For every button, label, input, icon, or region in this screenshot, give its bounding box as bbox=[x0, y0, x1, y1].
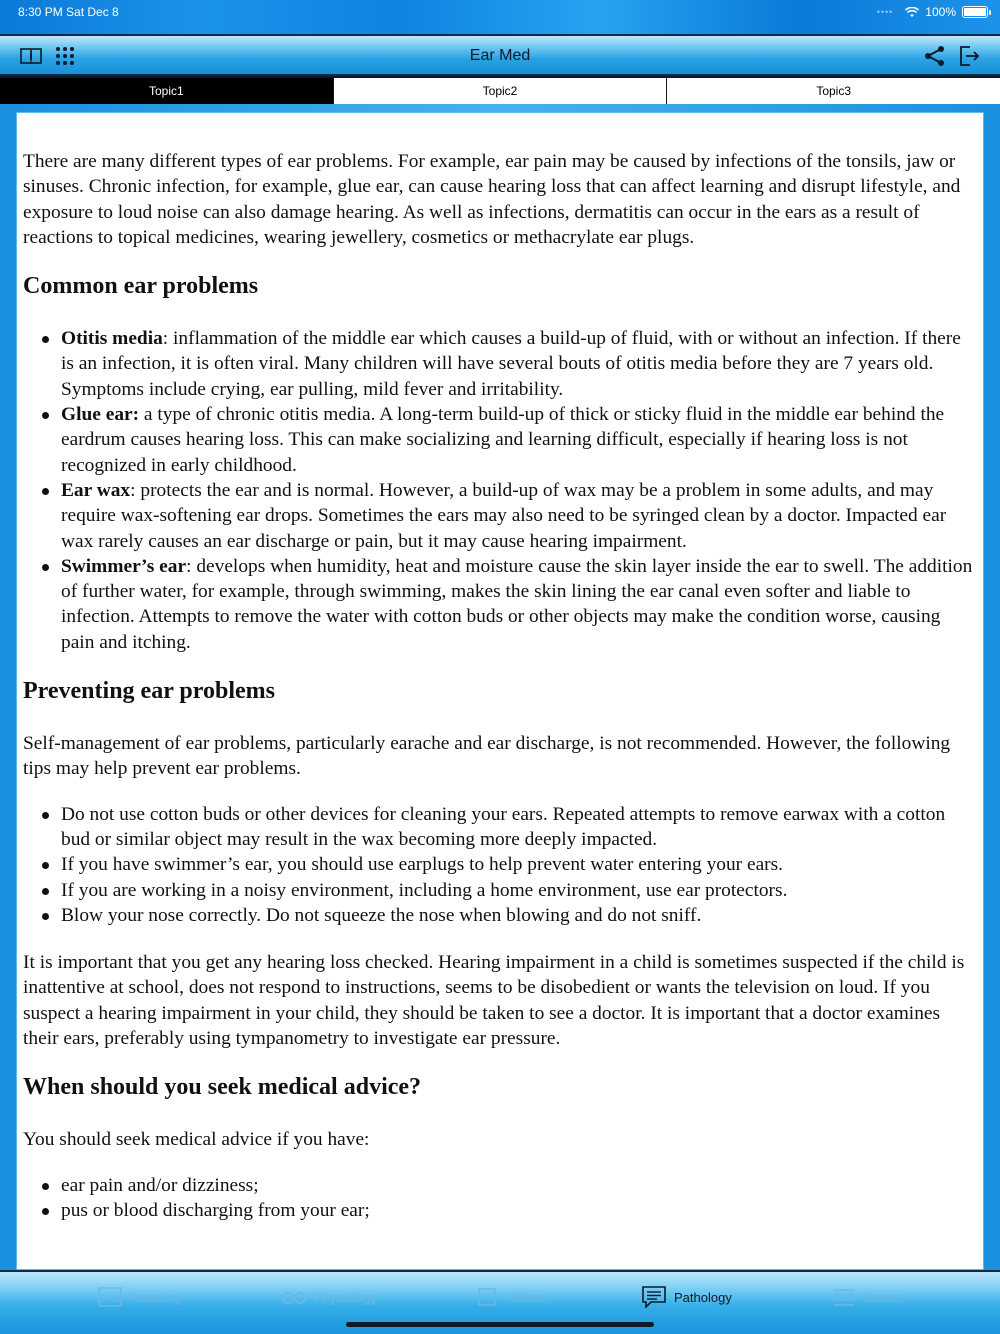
battery-percent: 100% bbox=[925, 5, 956, 19]
list-item-term: Ear wax bbox=[61, 479, 131, 501]
bottom-tab-label: Physiology bbox=[314, 1289, 377, 1305]
bottom-tab-label: Anatomy bbox=[130, 1289, 182, 1305]
intro-paragraph: There are many different types of ear problems. For example, ear pain may be caused by infections of the tonsils, jaw or sinuses. Chronic infection, for example, glue ear, can cause hearing loss that can affect learning and disrupt lifestyle, and exposure to loud noise can also damage hearing. As well as infections, dermatitis can occur in the ears as a result of reactions to topical medicines, wearing jewellery, cosmetics or methacrylate ear plugs. bbox=[23, 151, 961, 248]
list-item: If you are working in a noisy environment, including a home environment, use ear protectors. bbox=[61, 878, 977, 903]
list-item-term: Swimmer’s ear bbox=[61, 555, 187, 577]
list-item: Do not use cotton buds or other devices for cleaning your ears. Repeated attempts to remove earwax with a cotton bud or similar object may result in the wax becoming more deeply impacted. bbox=[61, 802, 977, 853]
tab-topic2[interactable]: Topic2 bbox=[333, 78, 667, 104]
advice-intro: You should seek medical advice if you have: bbox=[23, 1129, 370, 1151]
bottom-tab-cases[interactable] bbox=[832, 1286, 901, 1308]
list-item bbox=[61, 478, 977, 554]
list-item-text: : inflammation of the middle ear which causes a build-up of fluid, with or without an infection. If there is an infection, it is often viral. Many children will have several bouts of otitis media before they are 7 years old. Symptoms include crying, ear pulling, mild fever and irritability. bbox=[61, 328, 961, 400]
wifi-icon bbox=[905, 7, 919, 18]
list-item bbox=[61, 402, 977, 478]
list-item-text: : protects the ear and is normal. However, a build-up of wax may be a problem in some adults, and may require wax-softening ear drops. Sometimes the ears may also need to be syringed clean by a doctor. Impacted ear wax rarely causes an ear discharge or pain, but it may cause hearing impairment. bbox=[61, 479, 947, 552]
list-item-term: Otitis media bbox=[61, 328, 163, 350]
bottom-tab-physiology[interactable] bbox=[282, 1286, 377, 1308]
common-problems-list bbox=[23, 326, 977, 655]
article-content[interactable] bbox=[16, 112, 984, 1270]
list-item-text: : develops when humidity, heat and moisture cause the skin layer inside the ear to swell. The addition of further water, for example, through swimming, makes the skin lining the ear canal even softer and liable to infection. Attempts to remove the water with cotton buds or other objects may make the condition worse, causing pain and itching. bbox=[61, 555, 973, 653]
list-item: ear pain and/or dizziness; bbox=[61, 1173, 977, 1198]
heading-prevent: Preventing ear problems bbox=[23, 678, 275, 705]
list-item bbox=[61, 326, 977, 402]
status-bar bbox=[0, 0, 1000, 34]
nav-bar bbox=[0, 34, 1000, 76]
battery-icon bbox=[962, 6, 988, 18]
image-icon bbox=[98, 1286, 122, 1308]
battery-level bbox=[964, 8, 986, 16]
bottom-tab-label: Videos bbox=[508, 1289, 548, 1305]
dots-icon: •••• bbox=[876, 7, 894, 17]
heading-common: Common ear problems bbox=[23, 273, 259, 300]
chat-document-icon bbox=[642, 1286, 666, 1308]
topic-tabs bbox=[0, 76, 1000, 104]
bottom-tab-label: Cases bbox=[864, 1289, 901, 1305]
list-item bbox=[61, 554, 977, 655]
list-item: Blow your nose correctly. Do not squeeze the nose when blowing and do not sniff. bbox=[61, 903, 977, 928]
page-title: Ear Med bbox=[469, 47, 531, 64]
share-icon[interactable] bbox=[924, 45, 946, 67]
status-right bbox=[877, 5, 988, 19]
exit-icon[interactable] bbox=[958, 45, 980, 67]
glasses-icon bbox=[282, 1286, 306, 1308]
list-item-term: Glue ear: bbox=[61, 404, 140, 426]
tab-topic1[interactable]: Topic1 bbox=[0, 78, 333, 104]
status-time: 8:30 PM Sat Dec 8 bbox=[18, 5, 119, 19]
list-item: If you have swimmer’s ear, you should use earplugs to help prevent water entering your ears. bbox=[61, 852, 977, 877]
tab-topic3[interactable]: Topic3 bbox=[666, 78, 1000, 104]
prevent-intro: Self-management of ear problems, particularly earache and ear discharge, is not recommended. However, the following tips may help prevent ear problems. bbox=[23, 733, 951, 780]
bottom-tab-pathology[interactable] bbox=[642, 1286, 732, 1308]
list-icon bbox=[832, 1286, 856, 1308]
content-frame bbox=[0, 104, 1000, 1270]
bottom-tab-videos[interactable] bbox=[476, 1286, 548, 1308]
list-item-text: a type of chronic otitis media. A long-term build-up of thick or sticky fluid in the middle ear behind the eardrum causes hearing loss. This can make socializing and learning difficult, especially if hearing loss is not recognized in early childhood. bbox=[61, 404, 945, 476]
list-item: pus or blood discharging from your ear; bbox=[61, 1198, 977, 1223]
prevent-list bbox=[23, 802, 977, 928]
home-indicator[interactable] bbox=[346, 1322, 654, 1327]
bottom-tab-label: Pathology bbox=[674, 1289, 732, 1305]
hearing-paragraph: It is important that you get any hearing loss checked. Hearing impairment in a child is sometimes suspected if the child is inattentive at school, does not respond to instructions, seems to be disobedient or wants the television on loud. If you suspect a hearing impairment in your child, they should be taken to see a doctor. It is important that a doctor examines their ears, preferably using tympanometry to investigate ear pressure. bbox=[23, 952, 965, 1050]
heading-advice: When should you seek medical advice? bbox=[23, 1074, 422, 1101]
advice-list bbox=[23, 1173, 977, 1224]
video-icon bbox=[476, 1286, 500, 1308]
bottom-tab-anatomy[interactable] bbox=[98, 1286, 181, 1308]
